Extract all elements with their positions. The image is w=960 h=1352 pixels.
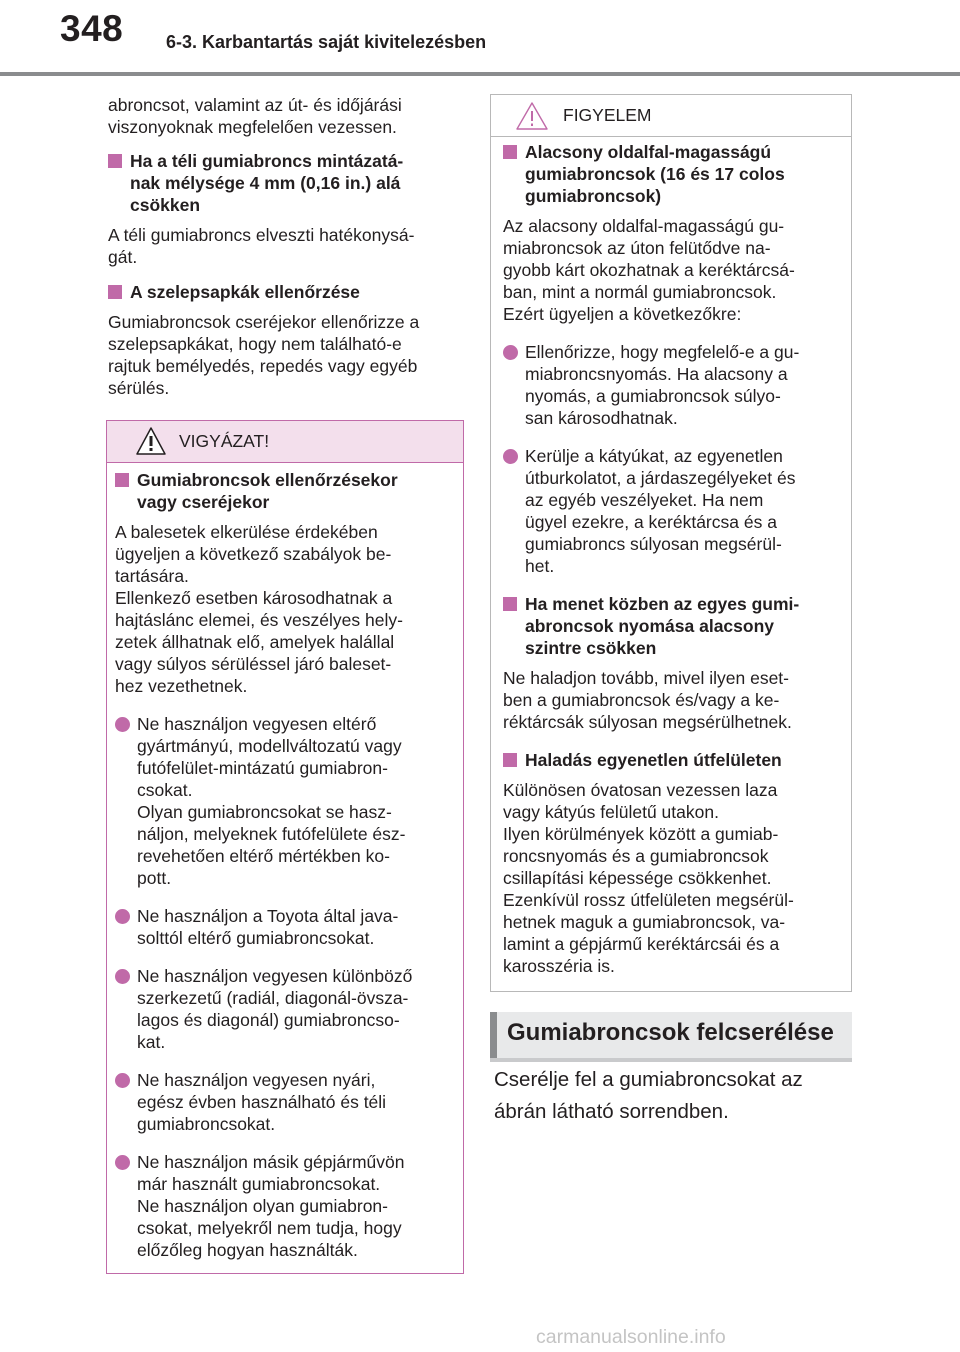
valve-cap-paragraph: Gumiabroncsok cseréjekor ellenőrizze a szelepsapkákat, hogy nem található-e rajtuk bemélyedés, repedés vagy egyéb sérülés. (108, 312, 420, 398)
warning-bullet: Ne használjon a Toyota által java- solttól eltérő gumiabroncsokat. (115, 905, 455, 949)
notice-paragraph: Ne haladjon tovább, mivel ilyen eset- ben a gumiabroncsok és/vagy a ke- réktárcsák súlyosan megsérülhetnek. (503, 668, 792, 732)
warning-label: VIGYÁZAT! (179, 431, 270, 451)
warning-bullet: Ne használjon vegyesen nyári, egész évben használható és téli gumiabroncsokat. (115, 1069, 455, 1135)
circle-bullet-icon (115, 1155, 130, 1170)
winter-tire-paragraph: A téli gumiabroncs elveszti hatékonysá- gát. (108, 225, 415, 267)
valve-cap-heading: A szelepsapkák ellenőrzése (108, 281, 468, 303)
circle-bullet-icon (115, 1073, 130, 1088)
square-bullet-icon (503, 597, 517, 611)
circle-bullet-icon (115, 909, 130, 924)
circle-bullet-icon (503, 449, 518, 464)
warning-header (107, 421, 463, 463)
square-bullet-icon (115, 473, 129, 487)
section-title: 6-3. Karbantartás saját kivitelezésben (166, 32, 487, 52)
notice-heading: Alacsony oldalfal-magasságú gumiabroncsok (16 és 17 colos gumiabroncsok) (503, 141, 843, 207)
left-column (108, 94, 468, 399)
square-bullet-icon (503, 753, 517, 767)
winter-tire-heading: Ha a téli gumiabroncs mintázatá- nak mélysége 4 mm (0,16 in.) alá csökken (108, 150, 468, 216)
intro-paragraph: abroncsot, valamint az út- és időjárási viszonyoknak megfelelően vezessen. (108, 95, 402, 137)
warning-bullet: Ne használjon másik gépjárművön már használt gumiabroncsokat. Ne használjon olyan gumiabron- csokat, melyekről nem tudja, hogy előzőleg hogyan használták. (115, 1151, 455, 1261)
header-divider (0, 72, 960, 76)
warning-intro: A balesetek elkerülése érdekében ügyeljen a következő szabályok be- tartására. Ellenkező esetben károsodhatnak a hajtáslánc elemei, és veszélyes hely- zetek állhatnak elő, amelyek halállal vagy súlyos sérüléssel járó baleset- hez vezethetnek. (115, 522, 403, 696)
warning-bullet: Ne használjon vegyesen különböző szerkezetű (radiál, diagonál-övsza- lagos és diagonál) gumiabroncso- kat. (115, 965, 455, 1053)
warning-bullet: Ne használjon vegyesen eltérő gyártmányú, modellváltozatú vagy futófelület-mintázatú gumiabron- csokat. Olyan gumiabroncsokat se hasz- náljon, melyeknek futófelülete ész- revehetően eltérő mértékben ko- pott. (115, 713, 455, 889)
page-number: 348 (60, 8, 124, 49)
notice-label: FIGYELEM (563, 105, 652, 125)
circle-bullet-icon (115, 717, 130, 732)
notice-body (503, 141, 843, 977)
warning-triangle-icon (135, 426, 167, 456)
caution-triangle-icon (515, 101, 549, 131)
notice-box (490, 94, 852, 992)
rotation-instruction: Cserélje fel a gumiabroncsokat az ábrán látható sorrendben. (494, 1068, 803, 1123)
section-heading-underline (490, 1058, 852, 1062)
notice-bullet: Ellenőrizze, hogy megfelelő-e a gu- miabroncsnyomás. Ha alacsony a nyomás, a gumiabroncsok súlyo- san károsodhatnak. (503, 341, 843, 429)
square-bullet-icon (108, 285, 122, 299)
notice-heading: Ha menet közben az egyes gumi- abroncsok nyomása alacsony szintre csökken (503, 593, 843, 659)
circle-bullet-icon (503, 345, 518, 360)
warning-body (115, 469, 455, 1261)
notice-paragraph: Különösen óvatosan vezessen laza vagy kátyús felületű utakon. Ilyen körülmények között a gumiab- roncsnyomás és a gumiabroncsok csillapítási képessége csökkenhet. Ezenkívül rossz útfelületen megsérül- hetnek maguk a gumiabroncsok, va- lamint a gépjármű keréktárcsái és a karosszéria is. (503, 780, 794, 976)
notice-bullet: Kerülje a kátyúkat, az egyenetlen útburkolatot, a járdaszegélyeket és az egyéb veszélyeket. Ha nem ügyel ezekre, a keréktárcsa és a gumiabroncs súlyosan megsérül- het. (503, 445, 843, 577)
notice-header (491, 95, 851, 137)
watermark: carmanualsonline.info (536, 1326, 726, 1348)
section-heading-bar (490, 1012, 497, 1058)
notice-paragraph: Az alacsony oldalfal-magasságú gu- miabroncsok az úton felütődve na- gyobb kárt okozhatnak a keréktárcsá- ban, mint a normál gumiabroncsok. Ezért ügyeljen a következőkre: (503, 216, 795, 324)
square-bullet-icon (108, 154, 122, 168)
circle-bullet-icon (115, 969, 130, 984)
notice-heading: Haladás egyenetlen útfelületen (503, 749, 843, 771)
warning-heading: Gumiabroncsok ellenőrzésekor vagy cseréjekor (115, 469, 455, 513)
warning-box (106, 420, 464, 1274)
square-bullet-icon (503, 145, 517, 159)
section-heading (490, 1012, 852, 1058)
section-heading-title: Gumiabroncsok felcserélése (507, 1019, 834, 1046)
